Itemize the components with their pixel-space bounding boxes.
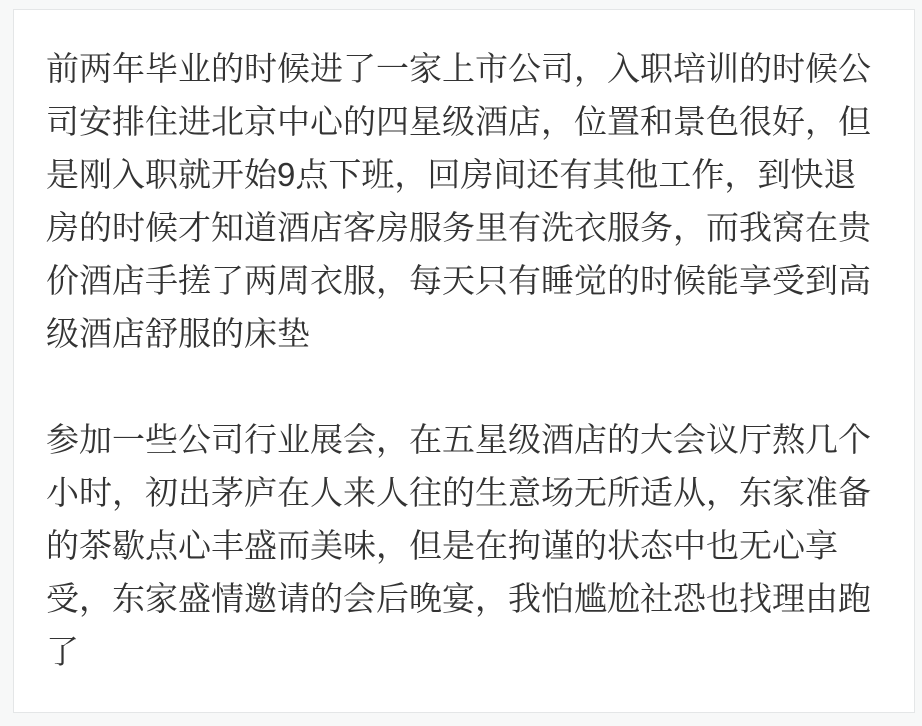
text-line: 参加一些公司行业展会，在五星级酒店的大会议厅熬几个: [46, 421, 871, 458]
text-line: 房的时候才知道酒店客房服务里有洗衣服务，而我窝在贵: [46, 209, 871, 246]
text-line: 级酒店舒服的床垫: [46, 315, 310, 352]
text-line: 了: [46, 633, 79, 670]
paragraph-hotel-story: [46, 42, 882, 360]
text-line: 受，东家盛情邀请的会后晚宴，我怕尴尬社恐也找理由跑: [46, 580, 871, 617]
article-content-card: [13, 9, 915, 713]
text-line: 小时，初出茅庐在人来人往的生意场无所适从，东家准备: [46, 474, 871, 511]
text-line: 的茶歇点心丰盛而美味，但是在拘谨的状态中也无心享: [46, 527, 838, 564]
paragraph-expo-story: [46, 413, 882, 678]
text-line: 是刚入职就开始9点下班，回房间还有其他工作，到快退: [46, 156, 857, 193]
text-line: 司安排住进北京中心的四星级酒店，位置和景色很好，但: [46, 103, 871, 140]
text-line: 前两年毕业的时候进了一家上市公司，入职培训的时候公: [46, 50, 871, 87]
text-line: 价酒店手搓了两周衣服，每天只有睡觉的时候能享受到高: [46, 262, 871, 299]
